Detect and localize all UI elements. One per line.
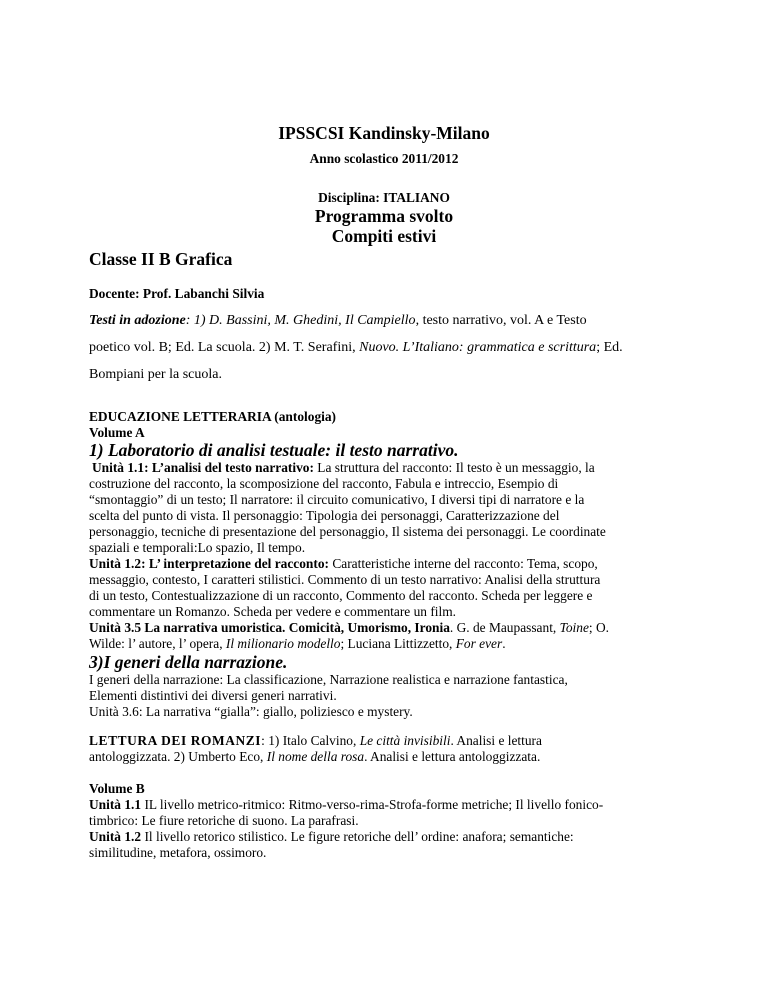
discipline: Disciplina: ITALIANO <box>318 190 450 205</box>
book-title: Il Campiello <box>345 313 416 328</box>
textbooks-line-2: poetico vol. B; Ed. La scuola. 2) M. T. Serafini, Nuovo. L’Italiano: grammatica e scrittura; Ed. <box>89 340 623 355</box>
genres-text: I generi della narrazione: La classificazione, Narrazione realistica e narrazione fantastica, Elementi distintivi dei diversi generi narrativi. Unità 3.6: La narrativa “gialla”: giallo, poliziesco e mystery. <box>89 672 689 720</box>
genres-title: 3)I generi della narrazione. <box>89 652 288 672</box>
unit-label: Unità 1.1: L’analisi del testo narrativo: <box>92 460 314 475</box>
textbooks-label: Testi in adozione <box>89 313 186 328</box>
unit-label: Unità 3.5 La narrativa umoristica. Comicità, Umorismo, Ironia <box>89 620 450 635</box>
school-title: IPSSCSI Kandinsky-Milano <box>278 123 490 143</box>
program-title: Programma svolto <box>314 206 454 226</box>
class-name: Classe II B Grafica <box>89 249 233 269</box>
teacher: Docente: Prof. Labanchi Silvia <box>89 286 265 301</box>
section-title: EDUCAZIONE LETTERARIA (antologia) <box>89 409 337 424</box>
volume-a-label: Volume A <box>89 425 145 440</box>
novels-label: LETTURA DEI ROMANZI <box>89 733 262 748</box>
book-title: Nuovo. L’Italiano: grammatica e scrittura <box>359 340 597 355</box>
unit-label: Unità 1.1 <box>89 797 142 812</box>
novels-reading: LETTURA DEI ROMANZI: 1) Italo Calvino, Le città invisibili. Analisi e lettura antologgizzata. 2) Umberto Eco, Il nome della rosa. Analisi e lettura antologgizzata. <box>89 733 542 764</box>
unit-3-6: Unità 3.6: La narrativa “gialla”: giallo, poliziesco e mystery. <box>89 704 413 719</box>
unit-1-2: Unità 1.2: L’ interpretazione del racconto: Caratteristiche interne del racconto: Tema, scopo, messaggio, contesto, I caratteri stilistici. Commento di un testo narrativo: Analisi della struttura di un testo, Contestualizzazione di un racconto, Commento del racconto. Scheda per leggere e commentare un Romanzo. Scheda per vedere e commentare un film. <box>89 556 601 619</box>
lab-title: 1) Laboratorio di analisi testuale: il testo narrativo. <box>89 440 459 460</box>
unit-label: Unità 1.2 <box>89 829 142 844</box>
summer-tasks-title: Compiti estivi <box>331 226 437 246</box>
volume-b-label: Volume B <box>89 781 145 796</box>
volume-b-units: Unità 1.1 IL livello metrico-ritmico: Ritmo-verso-rima-Strofa-forme metriche; Il livello fonico- timbrico: Le fiure retoriche di suono. La parafrasi. Unità 1.2 Il livello retorico stilistico. Le figure retoriche dell’ ordine: anafora; semantiche: similitudine, metafora, ossimoro. <box>89 797 604 860</box>
textbooks-line-3: Bompiani per la scuola. <box>89 367 222 382</box>
school-year: Anno scolastico 2011/2012 <box>309 151 459 166</box>
textbooks-line-1: Testi in adozione: 1) D. Bassini, M. Ghedini, Il Campiello, testo narrativo, vol. A e Testo <box>89 313 587 328</box>
unit-label: Unità 1.2: L’ interpretazione del racconto: <box>89 556 329 571</box>
unit-1-1: Unità 1.1: L’analisi del testo narrativo: La struttura del racconto: Il testo è un messaggio, la costruzione del racconto, la scomposizione del racconto, Fabula e intreccio, Esempio di “smontaggio” di un testo; Il narratore: il circuito comunicativo, I diversi tipi di narratore e la scelta del punto di vista. Il personaggio: Tipologia dei personaggi, Caratterizzazione del personaggio, tecniche di presentazione del personaggio, Il sistema dei personaggi. Le coordinate spaziali e temporali:Lo spazio, Il tempo. <box>89 460 606 555</box>
unit-3-5: Unità 3.5 La narrativa umoristica. Comicità, Umorismo, Ironia. G. de Maupassant, Toine; O. Wilde: l’ autore, l’ opera, Il milionario modello; Luciana Littizzetto, For ever. <box>89 620 609 651</box>
